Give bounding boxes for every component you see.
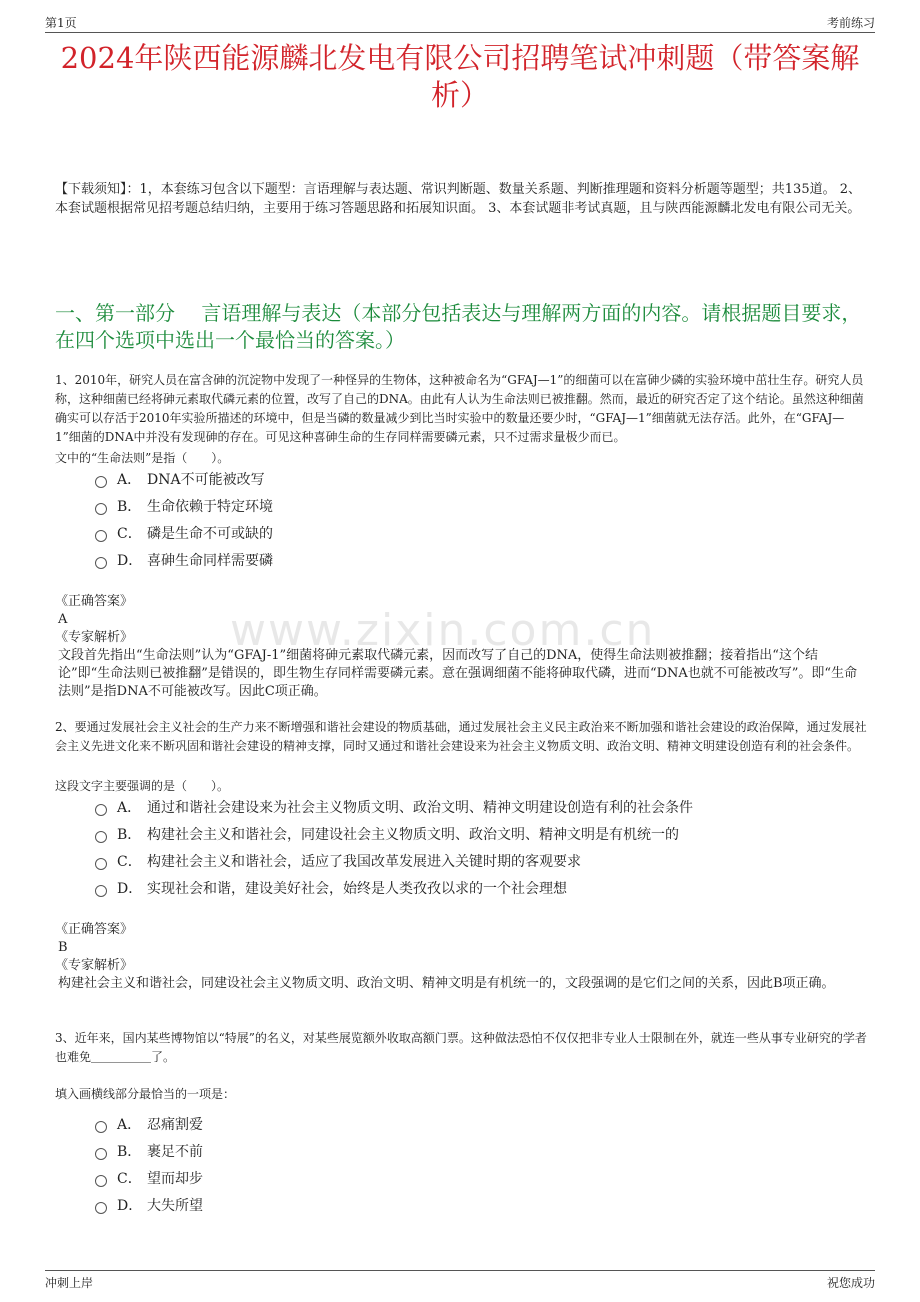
radio-icon[interactable]	[95, 1148, 107, 1160]
radio-icon[interactable]	[95, 858, 107, 870]
question-1-options	[95, 465, 855, 573]
radio-icon[interactable]	[95, 1121, 107, 1133]
option-text: 裹足不前	[147, 1143, 203, 1160]
document-title: 2024年陕西能源麟北发电有限公司招聘笔试冲刺题（带答案解析）	[60, 41, 860, 112]
radio-icon[interactable]	[95, 804, 107, 816]
question-2-text: 2、要通过发展社会主义社会的生产力来不断增强和谐社会建设的物质基础，通过发展社会主义民主政治来不断加强和谐社会建设的政治保障，通过发展社会主义先进文化来不断巩固和谐社会建设的精神支撑，同时又通过和谐社会建设来为社会主义物质文明、政治文明、精神文明建设创造有利的社会条件。	[55, 720, 867, 753]
analysis-label: 《专家解析》	[55, 630, 134, 645]
footer-left-text: 冲刺上岸	[45, 1276, 94, 1290]
option-b[interactable]	[95, 820, 855, 847]
option-d[interactable]	[95, 874, 855, 901]
option-letter: B．	[117, 498, 142, 515]
option-letter: C．	[117, 853, 142, 870]
option-c[interactable]	[95, 847, 855, 874]
option-text: 望而却步	[147, 1170, 203, 1187]
option-c[interactable]	[95, 1164, 855, 1191]
option-text: 构建社会主义和谐社会，适应了我国改革发展进入关键时期的客观要求	[147, 853, 581, 870]
footer-right-text: 祝您成功	[826, 1276, 875, 1290]
option-text: 通过和谐社会建设来为社会主义物质文明、政治文明、精神文明建设创造有利的社会条件	[147, 799, 693, 816]
radio-icon[interactable]	[95, 1175, 107, 1187]
option-text: 生命依赖于特定环境	[147, 498, 273, 515]
option-letter: A．	[117, 471, 142, 488]
question-1-prompt: 文中的“生命法则”是指（ ）。	[55, 451, 230, 465]
answer-label: 《正确答案》	[55, 594, 134, 609]
option-text: 构建社会主义和谐社会，同建设社会主义物质文明、政治文明、精神文明是有机统一的	[147, 826, 679, 843]
radio-icon[interactable]	[95, 476, 107, 488]
option-text: 大失所望	[147, 1197, 203, 1214]
radio-icon[interactable]	[95, 885, 107, 897]
header-label: 考前练习	[826, 16, 875, 30]
option-letter: D．	[117, 1197, 143, 1214]
question-3-text: 3、近年来，国内某些博物馆以“特展”的名义，对某些展览额外收取高额门票。这种做法恐怕不仅仅把非专业人士限制在外，就连一些从事专业研究的学者也难免＿＿＿＿＿了。	[55, 1031, 867, 1064]
question-2-options	[95, 793, 855, 901]
page-number: 第1页	[45, 16, 77, 30]
answer-label: 《正确答案》	[55, 922, 134, 937]
option-c[interactable]	[95, 519, 855, 546]
option-letter: C．	[117, 525, 142, 542]
question-2-prompt: 这段文字主要强调的是（ ）。	[55, 779, 230, 793]
radio-icon[interactable]	[95, 1202, 107, 1214]
option-letter: B．	[117, 826, 142, 843]
option-text: DNA不可能被改写	[147, 471, 265, 488]
option-letter: A．	[117, 799, 142, 816]
analysis-text: 构建社会主义和谐社会，同建设社会主义物质文明、政治文明、精神文明是有机统一的，文段强调的是它们之间的关系，因此B项正确。	[58, 976, 835, 991]
page-footer	[45, 1270, 875, 1291]
option-b[interactable]	[95, 492, 855, 519]
answer-value: B	[58, 940, 68, 955]
download-notice: 【下载须知】：1，本套练习包含以下题型：言语理解与表达题、常识判断题、数量关系题、判断推理题和资料分析题等题型；共135道。 2、本套试题根据常见招考题总结归纳，主要用于练习答题思路和拓展知识面。 3、本套试题非考试真题，且与陕西能源麟北发电有限公司无关。	[55, 182, 861, 216]
watermark: www.zixin.com.cn	[230, 605, 656, 656]
option-letter: D．	[117, 552, 143, 569]
option-a[interactable]	[95, 1110, 855, 1137]
option-letter: C．	[117, 1170, 142, 1187]
radio-icon[interactable]	[95, 503, 107, 515]
question-1-text: 1、2010年，研究人员在富含砷的沉淀物中发现了一种怪异的生物体，这种被命名为“GFAJ—1”的细菌可以在富砷少磷的实验环境中茁壮生存。研究人员称，这种细菌已经将砷元素取代磷元素的位置，改写了自己的DNA。由此有人认为生命法则已被推翻。然而，最近的研究否定了这个结论。虽然这种细菌确实可以存活于2010年实验所描述的环境中，但是当磷的数量减少到比当时实验中的数量还要少时，“GFAJ—1”细菌就无法存活。此外，在“GFAJ—1”细菌的DNA中并没有发现砷的存在。可见这种喜砷生命的生存同样需要磷元素，只不过需求量极少而已。	[55, 373, 864, 444]
option-a[interactable]	[95, 465, 855, 492]
option-letter: B．	[117, 1143, 142, 1160]
option-text: 喜砷生命同样需要磷	[147, 552, 273, 569]
radio-icon[interactable]	[95, 557, 107, 569]
answer-value: A	[58, 612, 68, 627]
option-text: 实现社会和谐，建设美好社会，始终是人类孜孜以求的一个社会理想	[147, 880, 567, 897]
question-3-options	[95, 1110, 855, 1218]
analysis-text: 文段首先指出“生命法则”认为“GFAJ-1”细菌将砷元素取代磷元素，因而改写了自己的DNA，使得生命法则被推翻；接着指出“这个结论”即“生命法则已被推翻”是错误的，即生物生存同样需要磷元素。意在强调细菌不能将砷取代磷，进而“DNA也就不可能被改写”。即“生命法则”是指DNA不可能被改写。因此C项正确。	[58, 648, 858, 699]
radio-icon[interactable]	[95, 831, 107, 843]
page-header	[45, 12, 875, 33]
option-letter: A．	[117, 1116, 142, 1133]
section-heading: 一、第一部分 言语理解与表达（本部分包括表达与理解两方面的内容。请根据题目要求，在四个选项中选出一个最恰当的答案。）	[55, 301, 862, 352]
option-text: 忍痛割爱	[147, 1116, 203, 1133]
question-2-answer-block	[55, 921, 865, 993]
analysis-label: 《专家解析》	[55, 958, 134, 973]
option-text: 磷是生命不可或缺的	[147, 525, 273, 542]
radio-icon[interactable]	[95, 530, 107, 542]
option-d[interactable]	[95, 546, 855, 573]
question-3-prompt: 填入画横线部分最恰当的一项是：	[55, 1087, 236, 1101]
option-a[interactable]	[95, 793, 855, 820]
option-letter: D．	[117, 880, 143, 897]
question-1-answer-block	[55, 593, 865, 701]
option-b[interactable]	[95, 1137, 855, 1164]
option-d[interactable]	[95, 1191, 855, 1218]
